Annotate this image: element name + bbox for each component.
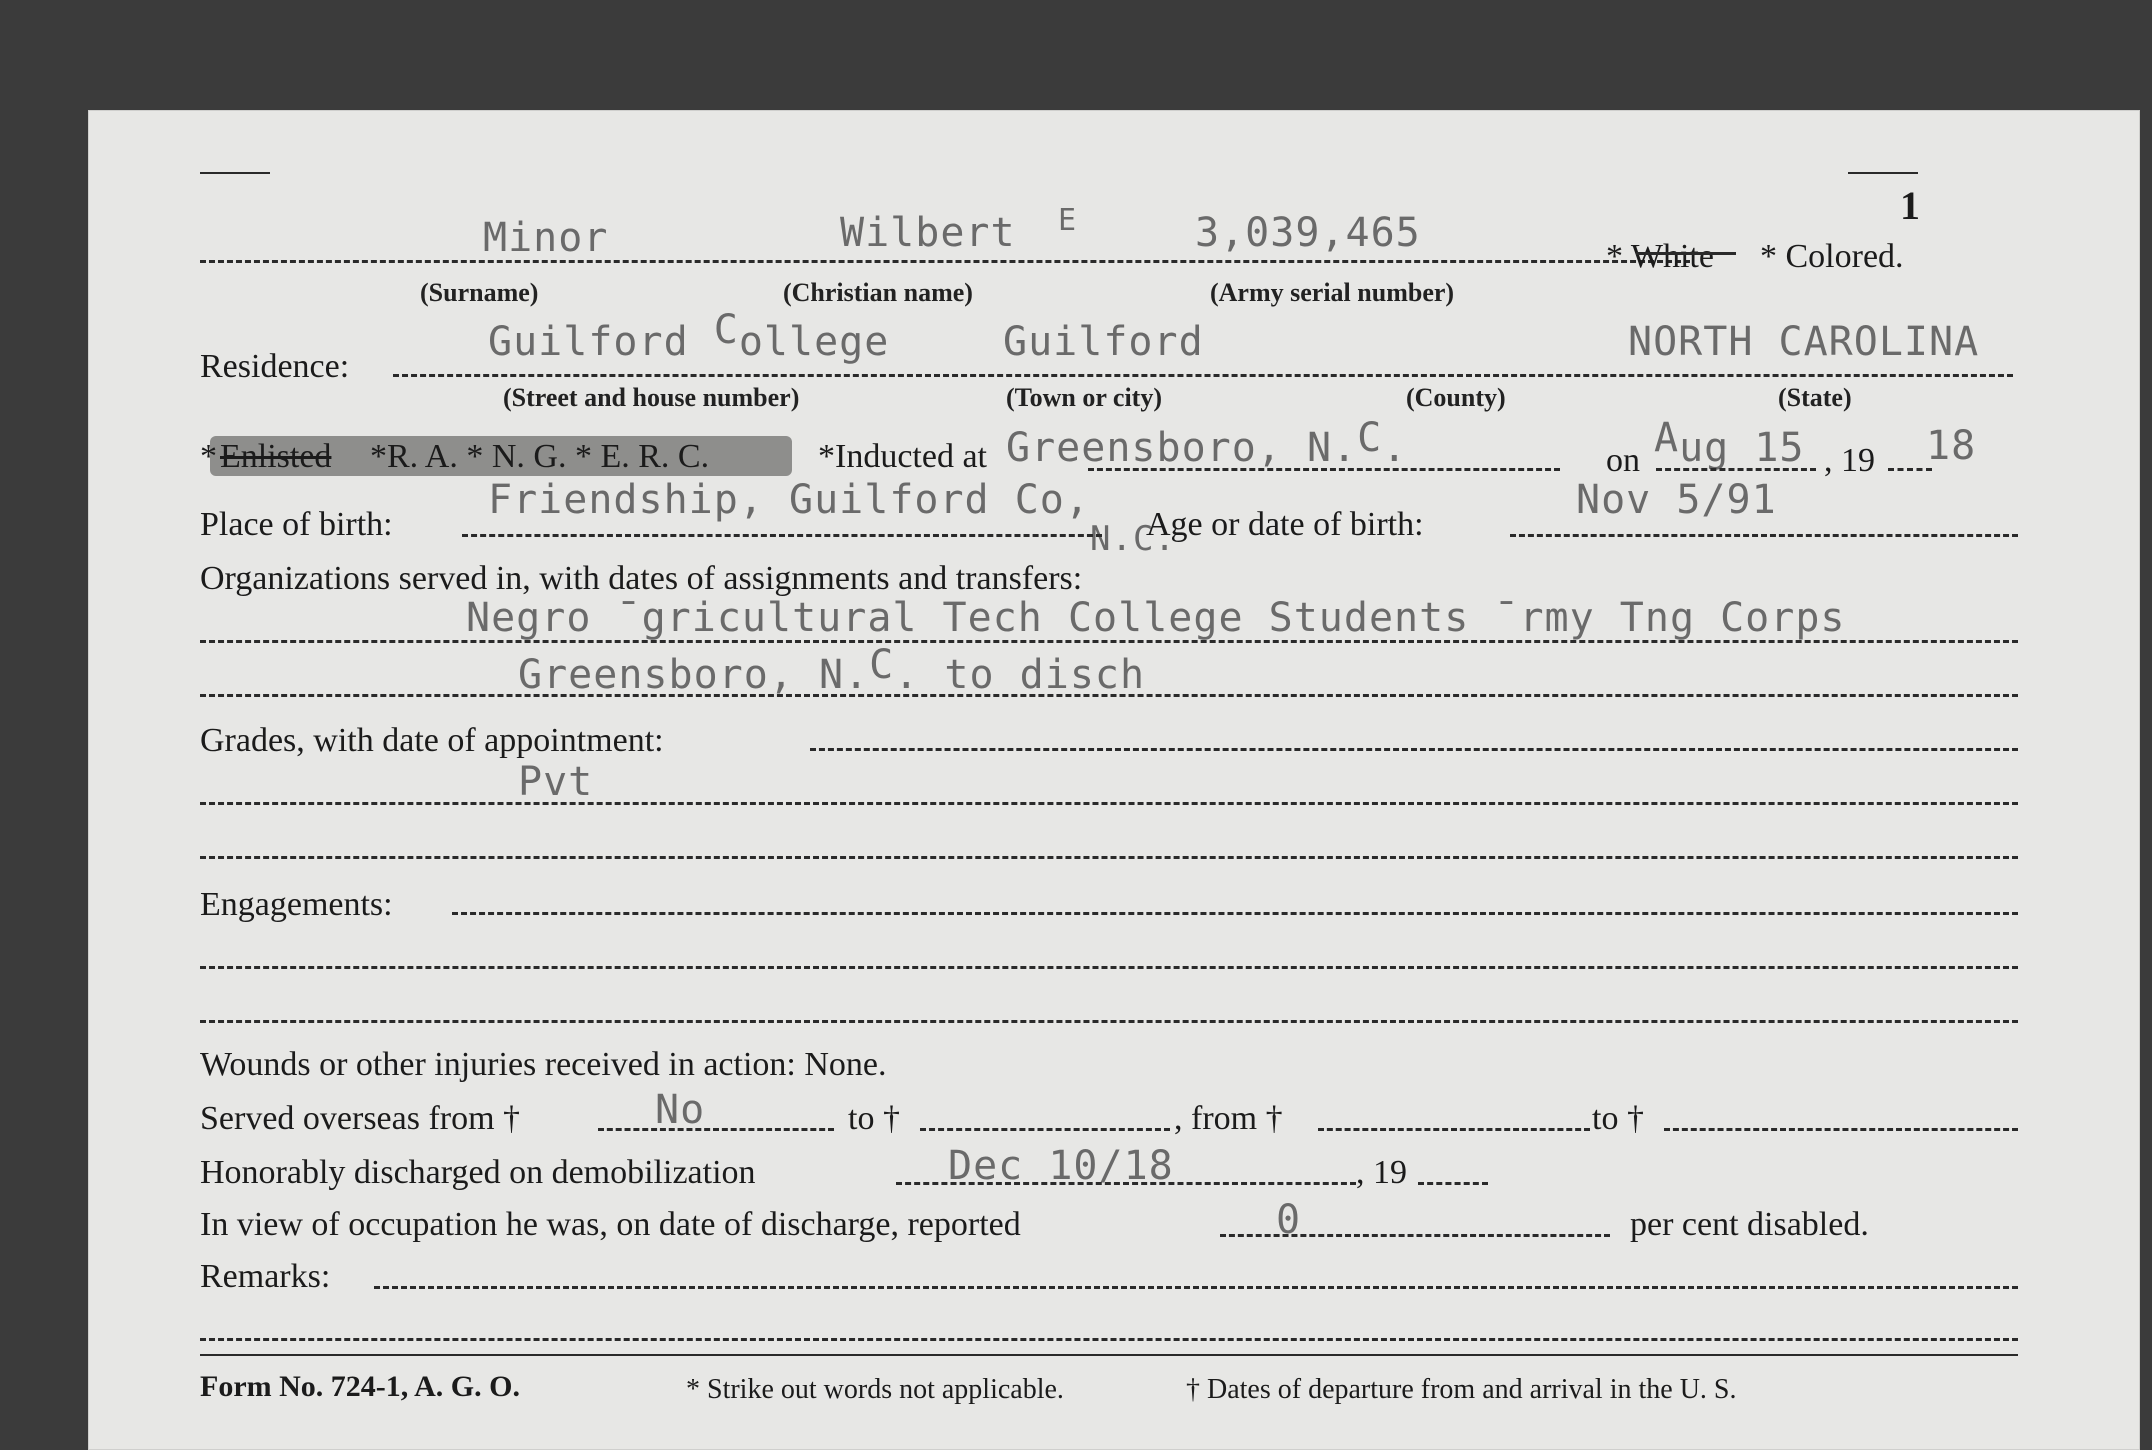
on-label: on	[1606, 442, 1640, 479]
street-label: (Street and house number)	[503, 383, 800, 412]
overseas-to2-line	[1664, 1128, 2018, 1131]
engagements-line1	[452, 912, 2018, 915]
form-number: Form No. 724-1, A. G. O.	[200, 1370, 520, 1403]
inducted-line	[1088, 468, 1560, 471]
birth-date-value: Nov 5/91	[1576, 477, 1777, 523]
disability-label: In view of occupation he was, on date of discharge, reported	[200, 1206, 1021, 1243]
overseas-label: Served overseas from †	[200, 1100, 521, 1137]
age-label: Age or date of birth:	[1146, 506, 1424, 543]
grades-line3	[200, 856, 2018, 859]
grades-line2	[200, 802, 2018, 805]
organizations-line1-value: Negro ¯gricultural Tech College Students ¯rmy Tng Corps	[466, 595, 1846, 641]
race-white-label	[1606, 240, 1714, 274]
residence-label: Residence:	[200, 348, 350, 385]
overseas-from-line	[598, 1128, 834, 1131]
induction-prefix: *	[200, 438, 217, 475]
organizations-label: Organizations served in, with dates of assignments and transfers:	[200, 560, 1083, 597]
race-white-text: * White	[1606, 238, 1714, 275]
remarks-line2	[200, 1338, 2018, 1341]
residence-state-value: NORTH CAROLINA	[1628, 319, 1980, 365]
overseas-from-value: No	[655, 1087, 706, 1133]
disability-line	[1220, 1234, 1610, 1237]
disability-value: 0	[1276, 1197, 1302, 1243]
inducted-label: *Inducted at	[818, 438, 987, 475]
org-place-initial: C	[869, 642, 895, 688]
remarks-label: Remarks:	[200, 1258, 331, 1295]
street-word: Guilford	[488, 319, 689, 365]
christian-name-label: (Christian name)	[783, 278, 973, 307]
strike-note: * Strike out words not applicable.	[686, 1374, 1064, 1405]
place-of-birth-line	[462, 534, 1102, 537]
inducted-date-value	[1654, 415, 1805, 471]
year-label: , 19	[1824, 442, 1875, 479]
overseas-to2-label: to †	[1592, 1100, 1644, 1137]
engagements-label: Engagements:	[200, 886, 393, 923]
remarks-line1	[374, 1286, 2018, 1289]
name-line	[200, 260, 1690, 263]
surname-label: (Surname)	[420, 278, 539, 307]
grades-label: Grades, with date of appointment:	[200, 722, 664, 759]
footer-rule	[200, 1354, 2018, 1356]
discharge-year-line	[1418, 1182, 1488, 1185]
discharge-year-label: , 19	[1356, 1154, 1407, 1191]
card-number: 1	[1900, 183, 1920, 228]
enlisted-text: Enlisted	[220, 438, 332, 475]
date-rest: ug 15	[1679, 425, 1805, 471]
discharge-date-value: Dec 10/18	[948, 1143, 1174, 1189]
state-label: (State)	[1778, 383, 1852, 412]
place-start: Greensboro, N.	[1006, 425, 1358, 471]
top-right-mark	[1848, 172, 1918, 174]
discharge-date-line	[896, 1182, 1356, 1185]
dates-note: † Dates of departure from and arrival in the U. S.	[1186, 1374, 1737, 1405]
date-line	[1656, 468, 1816, 471]
disability-suffix: per cent disabled.	[1630, 1206, 1869, 1243]
overseas-from2-line	[1318, 1128, 1590, 1131]
middle-initial-value: E	[1058, 203, 1078, 238]
discharge-label: Honorably discharged on demobilization	[200, 1154, 756, 1191]
services-text: *R. A. * N. G. * E. R. C.	[370, 438, 710, 475]
county-label: (County)	[1406, 383, 1506, 412]
residence-street-value	[488, 307, 890, 365]
place-of-birth-line2: N.C.	[1090, 519, 1176, 559]
engagements-line3	[200, 1020, 2018, 1023]
birth-date-line	[1510, 534, 2018, 537]
grades-value: Pvt	[518, 759, 594, 805]
overseas-from2-label: , from †	[1174, 1100, 1283, 1137]
place-initial: C	[1357, 415, 1383, 461]
race-colored-label: * Colored.	[1760, 238, 1904, 275]
overseas-to-label: to †	[848, 1100, 900, 1137]
christian-name-value: Wilbert	[840, 210, 1016, 256]
year-suffix-value: 18	[1926, 423, 1977, 469]
org-place-start: Greensboro, N.	[518, 652, 870, 698]
serial-number-value: 3,039,465	[1195, 210, 1421, 256]
surname-value: Minor	[483, 215, 609, 261]
inducted-place-value	[1006, 415, 1408, 471]
wounds-label: Wounds or other injuries received in action: None.	[200, 1046, 887, 1083]
engagements-line2	[200, 966, 2018, 969]
town-label: (Town or city)	[1006, 383, 1162, 412]
street-initial: C	[713, 307, 739, 353]
residence-line	[393, 374, 2013, 377]
date-initial: A	[1654, 415, 1680, 461]
org-place-end: . to disch	[894, 652, 1146, 698]
white-strike	[1636, 252, 1736, 255]
organizations-line2	[200, 694, 2018, 697]
organizations-line1	[200, 640, 2018, 643]
serial-number-label: (Army serial number)	[1210, 278, 1455, 307]
service-record-card	[88, 110, 2140, 1450]
place-of-birth-value: Friendship, Guilford Co,	[488, 477, 1090, 523]
top-left-mark	[200, 172, 270, 174]
place-end: .	[1382, 425, 1408, 471]
grades-line1	[810, 748, 2018, 751]
residence-town-value: Guilford	[1003, 319, 1204, 365]
place-of-birth-label: Place of birth:	[200, 506, 393, 543]
street-rest: ollege	[738, 319, 890, 365]
overseas-to-line	[920, 1128, 1170, 1131]
organizations-line2-value	[518, 642, 1146, 698]
